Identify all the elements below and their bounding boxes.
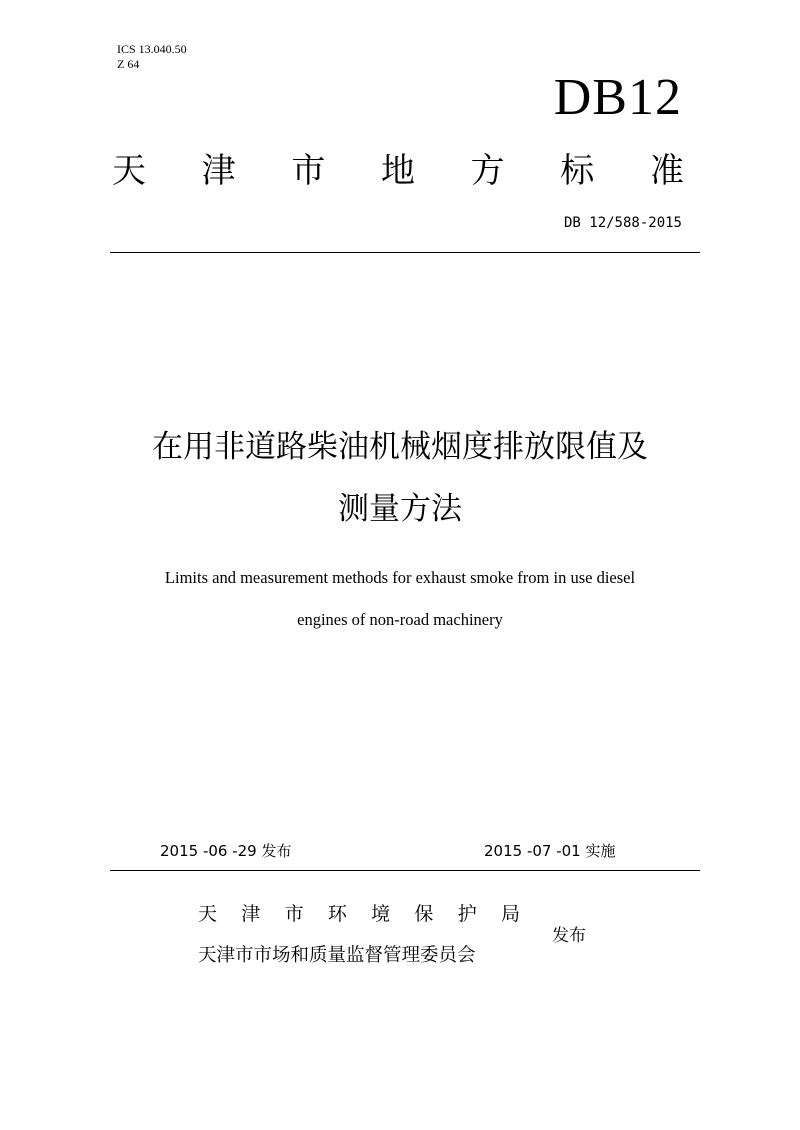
title-cn-line-1: 在用非道路柴油机械烟度排放限值及 xyxy=(152,429,648,465)
ics-code: ICS 13.040.50 xyxy=(117,42,187,56)
issuer-market-quality-committee: 天津市市场和质量监督管理委员会 xyxy=(198,945,476,966)
issuer-char: 环 xyxy=(327,903,347,925)
title-cn-line-2: 测量方法 xyxy=(338,491,462,527)
document-title-english xyxy=(100,566,700,632)
issuer-char: 局 xyxy=(500,903,520,925)
issuer-char: 市 xyxy=(284,903,304,925)
standard-number: DB 12/588-2015 xyxy=(563,215,682,231)
standard-type-char: 方 xyxy=(470,151,505,191)
issuer-char: 护 xyxy=(457,903,477,925)
issuer-environmental-bureau xyxy=(198,900,520,928)
standard-type-char: 天 xyxy=(112,151,146,191)
title-en-line-2: engines of non-road machinery xyxy=(297,610,503,629)
issuer-char: 境 xyxy=(371,903,391,925)
document-title-chinese xyxy=(100,416,700,540)
standard-type-char: 准 xyxy=(649,151,684,191)
issuer-char: 天 xyxy=(198,903,218,925)
issuer-char: 津 xyxy=(241,903,261,925)
issue-date: 2015 -06 -29 发布 xyxy=(160,842,292,860)
standard-type xyxy=(112,149,684,193)
issuer-char: 保 xyxy=(414,903,434,925)
standard-mark: DB12 xyxy=(553,69,682,126)
implementation-date: 2015 -07 -01 实施 xyxy=(484,842,616,860)
standard-type-char: 市 xyxy=(291,151,326,191)
standard-type-char: 地 xyxy=(380,151,415,191)
footer-divider xyxy=(110,870,700,871)
classification-code: Z 64 xyxy=(117,57,140,71)
publish-label: 发布 xyxy=(552,926,586,946)
standard-type-char: 津 xyxy=(201,151,236,191)
standard-type-char: 标 xyxy=(560,151,595,191)
header-divider xyxy=(110,252,700,253)
title-en-line-1: Limits and measurement methods for exhaust smoke from in use diesel xyxy=(164,568,636,587)
